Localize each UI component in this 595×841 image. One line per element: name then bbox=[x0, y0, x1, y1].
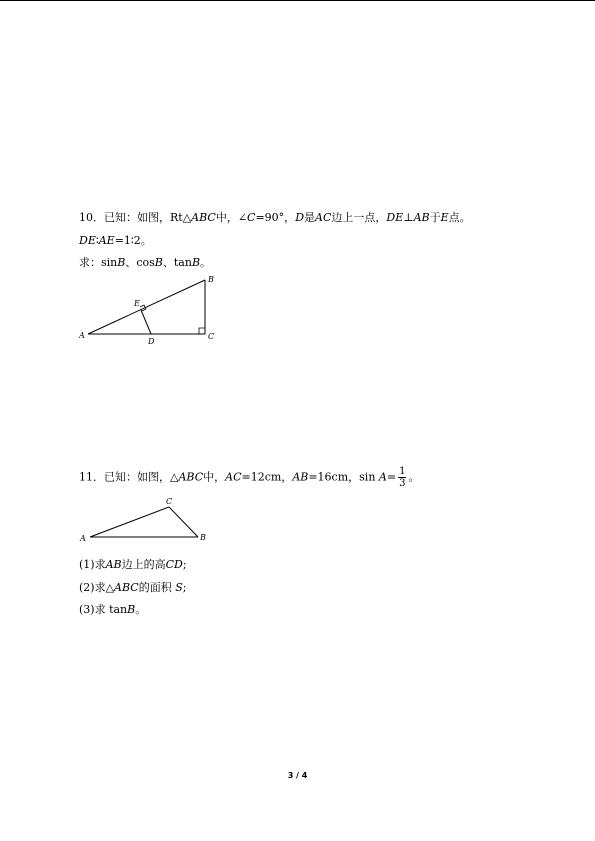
q11-text: =12cm， bbox=[241, 470, 293, 484]
q11-text: (2)求△ bbox=[79, 581, 115, 594]
q10-text: 是 bbox=[304, 211, 316, 224]
top-rule bbox=[0, 0, 595, 1]
q10-var: AB bbox=[413, 211, 430, 224]
q10-var: B bbox=[191, 256, 201, 269]
q10-text: 。 bbox=[200, 256, 212, 269]
q10-var: B bbox=[154, 256, 163, 269]
q11-var: AB bbox=[292, 470, 309, 484]
segment-de bbox=[141, 310, 151, 334]
q10-text: 点。 bbox=[448, 211, 471, 224]
label-b: B bbox=[200, 533, 206, 542]
label-a: A bbox=[79, 331, 85, 340]
fraction-one-third bbox=[398, 466, 406, 489]
label-d: D bbox=[148, 337, 155, 346]
q10-text: 、tan bbox=[162, 256, 192, 269]
q11-triangle-figure bbox=[75, 492, 215, 544]
q11-text: 的面积 bbox=[138, 581, 172, 594]
q10-var: E bbox=[440, 211, 449, 224]
q10-var: ABC bbox=[191, 211, 216, 224]
segment-ab bbox=[88, 280, 205, 334]
label-a: A bbox=[80, 534, 86, 543]
q11-text: (1)求 bbox=[79, 558, 106, 571]
q11-text: 。 bbox=[408, 470, 420, 484]
q10-text: 边上一点， bbox=[331, 211, 387, 224]
q10-var: C bbox=[247, 211, 256, 224]
q11-text: 。 bbox=[135, 603, 147, 616]
label-b: B bbox=[208, 275, 214, 284]
q11-text: ; bbox=[182, 581, 187, 594]
q11-var: ABC bbox=[178, 470, 204, 484]
label-c: C bbox=[166, 497, 173, 506]
q10-var: AC bbox=[315, 211, 332, 224]
q10-text: ∶ bbox=[95, 234, 99, 247]
q10-text: =1∶2。 bbox=[114, 234, 152, 247]
q11-sub2 bbox=[79, 581, 186, 595]
fraction-numerator: 1 bbox=[399, 466, 406, 477]
q11-sub1 bbox=[79, 558, 187, 572]
q11-text: 11．已知：如图，△ bbox=[79, 470, 179, 484]
q10-var: AE bbox=[98, 234, 115, 247]
q11-line1 bbox=[79, 466, 419, 489]
q10-text: 10．已知：如图，Rt△ bbox=[79, 211, 192, 224]
q10-var: DE bbox=[386, 211, 404, 224]
q11-sub3 bbox=[79, 603, 146, 617]
q10-line2 bbox=[79, 234, 152, 248]
q10-var: D bbox=[295, 211, 305, 224]
q10-var: DE bbox=[79, 234, 96, 247]
q10-text: 中，∠ bbox=[215, 211, 248, 224]
q11-text: sin bbox=[359, 470, 376, 484]
fraction-denominator: 3 bbox=[399, 478, 406, 489]
label-e: E bbox=[134, 299, 140, 308]
q11-var: A bbox=[378, 470, 387, 484]
q10-text: 求：sin bbox=[79, 256, 118, 269]
q11-var: S bbox=[175, 581, 183, 594]
q11-text: =16cm， bbox=[308, 470, 360, 484]
q11-text: = bbox=[386, 470, 397, 484]
q11-var: AC bbox=[225, 470, 242, 484]
q11-var: B bbox=[127, 603, 136, 616]
q10-triangle-figure bbox=[75, 272, 220, 347]
q10-var: B bbox=[117, 256, 126, 269]
q11-var: AB bbox=[105, 558, 122, 571]
segment-cb bbox=[169, 507, 198, 537]
segment-ac bbox=[90, 507, 169, 537]
q11-text: (3)求 tan bbox=[79, 603, 128, 616]
label-c: C bbox=[208, 332, 215, 341]
q11-text: ; bbox=[182, 558, 187, 571]
q10-text: ⊥ bbox=[403, 211, 414, 224]
q11-text: 边上的高 bbox=[121, 558, 166, 571]
q11-var: ABC bbox=[114, 581, 139, 594]
page-number: 3 / 4 bbox=[287, 771, 308, 780]
q10-text: =90°， bbox=[255, 211, 296, 224]
right-angle-mark-c bbox=[199, 328, 205, 334]
q11-var: CD bbox=[165, 558, 183, 571]
q10-text: 、cos bbox=[125, 256, 155, 269]
q10-line3 bbox=[79, 256, 211, 270]
q10-text: 于 bbox=[429, 211, 441, 224]
q11-text: 中， bbox=[203, 470, 226, 484]
q10-line1 bbox=[79, 211, 471, 225]
